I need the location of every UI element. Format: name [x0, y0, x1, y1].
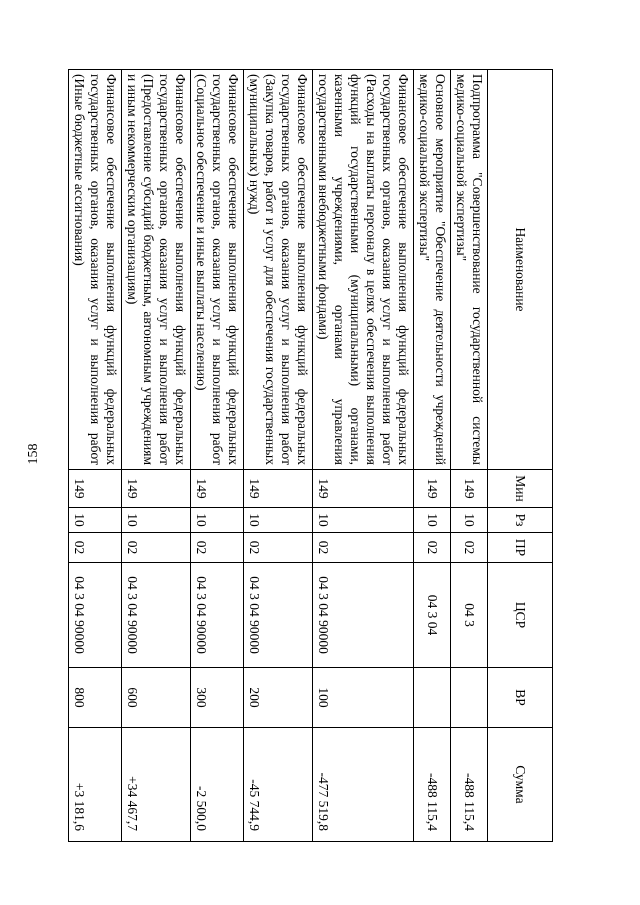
row-sum: -45 744,9 [244, 728, 313, 842]
table-row [451, 70, 488, 842]
table-row [244, 70, 313, 842]
header-pr: ПР [488, 533, 553, 563]
row-pr: 02 [451, 533, 488, 563]
row-pr: 02 [414, 533, 451, 563]
row-pr: 02 [313, 533, 414, 563]
header-rz: Рз [488, 508, 553, 533]
page-number: 158 [26, 443, 41, 465]
row-vr [414, 668, 451, 728]
row-sum: +3 181,6 [69, 728, 122, 842]
header-min: Мин [488, 470, 553, 508]
row-rz: 10 [451, 508, 488, 533]
row-csr: 04 3 04 90000 [122, 563, 191, 668]
row-csr: 04 3 [451, 563, 488, 668]
row-name: Подпрограмма "Совершенствование государственной системы медико-социальной экспертизы" [451, 70, 488, 470]
table-row [69, 70, 122, 842]
row-vr [451, 668, 488, 728]
row-sum: -488 115,4 [451, 728, 488, 842]
row-rz: 10 [191, 508, 244, 533]
header-name: Наименование [488, 70, 553, 470]
header-vr: ВР [488, 668, 553, 728]
table-row [313, 70, 414, 842]
row-pr: 02 [122, 533, 191, 563]
row-rz: 10 [414, 508, 451, 533]
row-sum: -488 115,4 [414, 728, 451, 842]
row-sum: +34 467,7 [122, 728, 191, 842]
row-csr: 04 3 04 90000 [244, 563, 313, 668]
row-pr: 02 [191, 533, 244, 563]
row-rz: 10 [244, 508, 313, 533]
row-name: Финансовое обеспечение выполнения функций федеральных государственных органов, оказания услуг и выполнения работ (Иные бюджетные ассигнования) [69, 70, 122, 470]
row-min: 149 [191, 470, 244, 508]
row-vr: 600 [122, 668, 191, 728]
row-rz: 10 [313, 508, 414, 533]
row-min: 149 [69, 470, 122, 508]
budget-table [68, 69, 553, 842]
header-csr: ЦСР [488, 563, 553, 668]
row-name: Финансовое обеспечение выполнения функций федеральных государственных органов, оказания услуг и выполнения работ (Расходы на выплаты персоналу в целях обеспечения выполнения функций государственными (муниципальными) органами, казенными учреждениями, органами управления государственными внебюджетными фондами) [313, 70, 414, 470]
row-min: 149 [122, 470, 191, 508]
row-min: 149 [451, 470, 488, 508]
row-csr: 04 3 04 90000 [191, 563, 244, 668]
row-rz: 10 [69, 508, 122, 533]
row-pr: 02 [244, 533, 313, 563]
row-name: Финансовое обеспечение выполнения функций федеральных государственных органов, оказания услуг и выполнения работ (Предоставление субсидий бюджетным, автономным учреждениям и иным некоммерческим организациям) [122, 70, 191, 470]
row-sum: -2 500,0 [191, 728, 244, 842]
row-vr: 200 [244, 668, 313, 728]
row-csr: 04 3 04 90000 [313, 563, 414, 668]
row-vr: 100 [313, 668, 414, 728]
row-csr: 04 3 04 90000 [69, 563, 122, 668]
row-rz: 10 [122, 508, 191, 533]
row-name: Основное мероприятие "Обеспечение деятельности учреждений медико-социальной экспертизы" [414, 70, 451, 470]
row-min: 149 [313, 470, 414, 508]
header-sum: Сумма [488, 728, 553, 842]
table-row [122, 70, 191, 842]
row-name: Финансовое обеспечение выполнения функций федеральных государственных органов, оказания услуг и выполнения работ (Социальное обеспечение и иные выплаты населению) [191, 70, 244, 470]
table-row [191, 70, 244, 842]
table-row [414, 70, 451, 842]
row-csr: 04 3 04 [414, 563, 451, 668]
row-vr: 800 [69, 668, 122, 728]
row-vr: 300 [191, 668, 244, 728]
table-header-row [488, 70, 553, 842]
row-pr: 02 [69, 533, 122, 563]
row-min: 149 [244, 470, 313, 508]
row-name: Финансовое обеспечение выполнения функций федеральных государственных органов, оказания услуг и выполнения работ (Закупка товаров, работ и услуг для обеспечения государственных (муниципальных) нужд) [244, 70, 313, 470]
row-sum: -477 519,8 [313, 728, 414, 842]
row-min: 149 [414, 470, 451, 508]
